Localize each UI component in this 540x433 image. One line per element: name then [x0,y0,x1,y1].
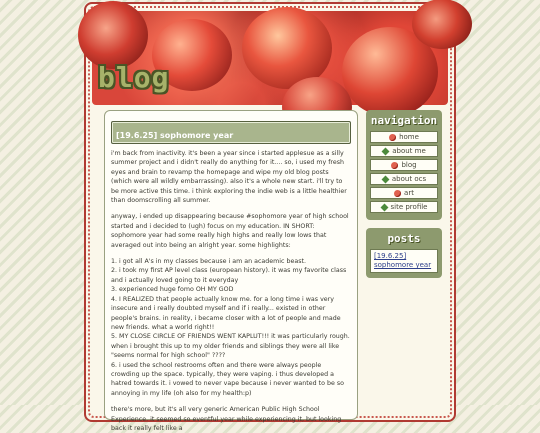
sidebar [366,110,442,420]
post-link[interactable]: [19.6.25] sophomore year [370,249,438,273]
post-title: [19.6.25] sophomore year [116,131,234,140]
leaf-icon [382,147,390,155]
nav-item-label: about ocs [391,175,427,183]
header-banner [92,11,448,105]
nav-item-art[interactable] [370,187,438,199]
post-paragraph: anyway, i ended up disappearing because #sophomore year of high school started and i decided to (ugh) focus on my education. IN SHORT: sophomore year had some really high highs and really low lows that averaged out into being an alright year. some highlights: [111,213,349,249]
nav-item-about-ocs[interactable] [370,173,438,185]
posts-box [366,228,442,278]
nav-item-about-me[interactable] [370,145,438,157]
apple-image [78,1,148,69]
post-paragraph: i'm back from inactivity. it's been a year since i started applesue as a silly summer project and i didn't really do anything for it.... so, i used my fresh eyes and brain to revamp the homepage and wipe my old blog posts (which were all wildly embarrassing). also it's a whole new start. i'll try to be more active this time. i think exploring the indie web is a little healthier than doomscrolling all summer. [111,150,347,205]
nav-item-label: site profile [390,203,428,211]
nav-item-label: art [404,189,414,197]
leaf-icon [381,175,389,183]
posts-heading: posts [387,232,421,245]
apple-icon [389,134,396,141]
post-list: 1. i got all A's in my classes because i am an academic beast. 2. i took my first AP level class (european history). it was my favorite class and i actually loved going to it everyday 3. experienced huge fomo OH MY GOD 4. I REALIZED that people actually know me. for a long time i was very insecure and i really doubted myself and if i really... existed in other people's brains. in reality, i became closer with a lot of people and made new friends. what a world right!! 5. MY CLOSE CIRCLE OF FRIENDS WENT KAPLUT!!! it was particularly rough. when i brought this up to my older friends and siblings they were all like "seems normal for high school" ???? 6. i used the school restrooms often and there were always people crowding up the space. typically, they were vaping. i thus developed a hatred towards it. i vowed to never vape because i never wanted to be so annoying in my life (oh also for my health:p) [111,258,350,397]
post-title-bar [111,121,351,144]
post-content[interactable] [104,110,358,432]
apple-icon [391,162,398,169]
apple-image [412,0,472,49]
nav-item-label: blog [401,161,417,169]
nav-item-home[interactable] [370,131,438,143]
nav-item-blog[interactable] [370,159,438,171]
nav-item-label: about me [392,147,426,155]
page-title: blog [98,61,170,94]
leaf-icon [380,203,388,211]
apple-icon [394,190,401,197]
post-paragraph: there's more, but it's all very generic American Public High School Experience. it seemed so eventful year while experiencing it, but looking back it really felt like a [111,406,342,432]
navigation-box [366,110,442,220]
nav-item-label: home [399,133,419,141]
navigation-heading: navigation [370,114,438,127]
nav-item-site-profile[interactable] [370,201,438,213]
